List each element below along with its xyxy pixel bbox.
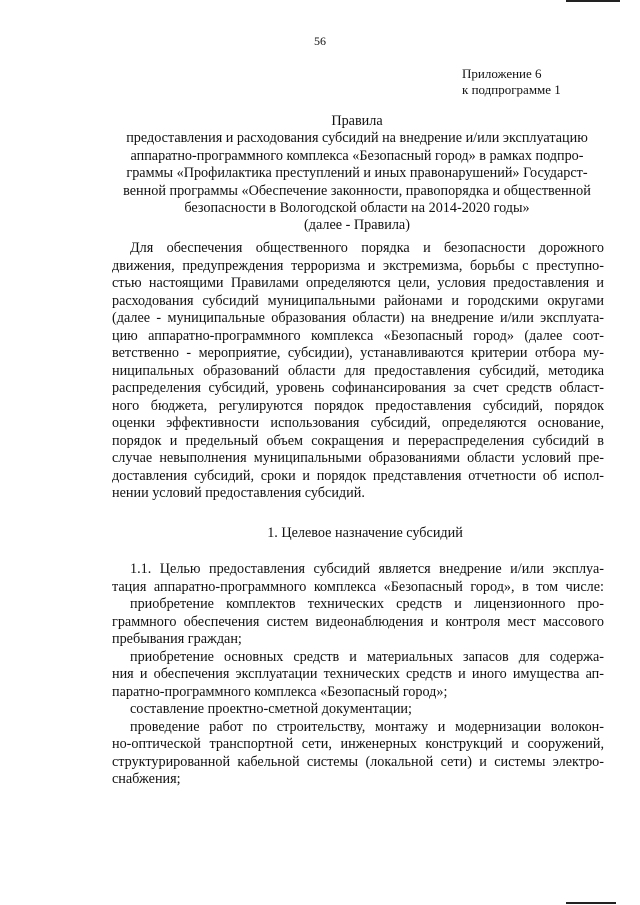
scan-mark-bottom-right [566, 902, 616, 904]
text-line: оценки эффективности использования субсидий, определяются основание, [112, 415, 604, 431]
text-line: но-оптической транспортной сети, инженерных конструкций и сооружений, [112, 736, 604, 752]
text-line: приобретение комплектов технических средств и лицензионного про- [130, 596, 604, 612]
title-line: венной программы «Обеспечение законности, правопорядка и общественной [123, 182, 591, 199]
title-line: граммы «Профилактика преступлений и иных правонарушений» Государст- [126, 165, 588, 182]
title-heading: Правила [331, 113, 383, 129]
text-line: доставления субсидий, сроки и порядок представления отчетности об испол- [112, 467, 604, 484]
section-1-body [112, 561, 604, 789]
text-line: граммного обеспечения систем видеонаблюдения и контроля мест массового [112, 613, 604, 630]
appendix-line-2: к подпрограмме 1 [462, 82, 561, 97]
intro-paragraph [112, 240, 604, 503]
appendix-reference [462, 66, 622, 98]
text-line: расходования субсидий муниципальными районами и городскими округами [112, 292, 604, 309]
title-line: аппаратно-программного комплекса «Безопасный город» в рамках подпро- [130, 147, 584, 164]
scan-mark-top-right [566, 0, 620, 2]
text-line: тация аппаратно-программного комплекса «Безопасный город», в том числе: [112, 578, 604, 595]
page-number: 56 [314, 34, 326, 48]
text-line: приобретение основных средств и материальных запасов для содержа- [130, 648, 604, 665]
text-line: снабжения; [112, 771, 181, 787]
appendix-line-1: Приложение 6 [462, 66, 542, 81]
text-line: ниципальных образований области для предоставления субсидий, методика [112, 362, 604, 379]
text-line: движения, предупреждения терроризма и экстремизма, борьбы с преступно- [112, 257, 604, 274]
text-line: нении условий предоставления субсидий. [112, 485, 365, 501]
title-line: предоставления и расходования субсидий на внедрение и/или эксплуатацию [126, 130, 588, 147]
text-line: 1.1. Целью предоставления субсидий является внедрение и/или эксплуа- [130, 561, 604, 577]
text-line: цию аппаратно-программного комплекса «Безопасный город» (далее соот- [112, 327, 604, 344]
text-line: порядок и предельный объем сокращения и перераспределения субсидий в [112, 432, 604, 449]
text-line: составление проектно-сметной документации; [130, 701, 412, 717]
text-line: случае невыполнения муниципальными образованиями области условий пре- [112, 450, 604, 466]
title-line: безопасности в Вологодской области на 2014-2020 годы» [184, 200, 530, 217]
text-line: пребывания граждан; [112, 631, 242, 647]
text-line: паратно-программного комплекса «Безопасный город»; [112, 683, 448, 700]
text-line: проведение работ по строительству, монтажу и модернизации волокон- [130, 718, 604, 735]
text-line: стью настоящими Правилами определяются цели, условия предоставления и [112, 275, 604, 291]
text-line: Для обеспечения общественного порядка и безопасности дорожного [130, 240, 604, 256]
text-line: (далее - муниципальные образования области) на внедрение и/или эксплуата- [112, 310, 604, 326]
text-line: ветственно - мероприятие, субсидии), устанавливаются критерии отбора му- [112, 345, 604, 361]
section-heading: 1. Целевое назначение субсидий [267, 525, 463, 541]
text-line: структурированной кабельной системы (локальной сети) и системы электро- [112, 753, 604, 770]
text-line: ния и обеспечения эксплуатации технических средств и иного имущества ап- [112, 666, 604, 682]
text-line: распределения субсидий, уровень софинансирования за счет средств област- [112, 380, 604, 396]
title-line: (далее - Правила) [304, 217, 410, 234]
text-line: ного бюджета, регулируются порядок предоставления субсидий, порядок [112, 397, 604, 414]
document-title [112, 113, 602, 235]
